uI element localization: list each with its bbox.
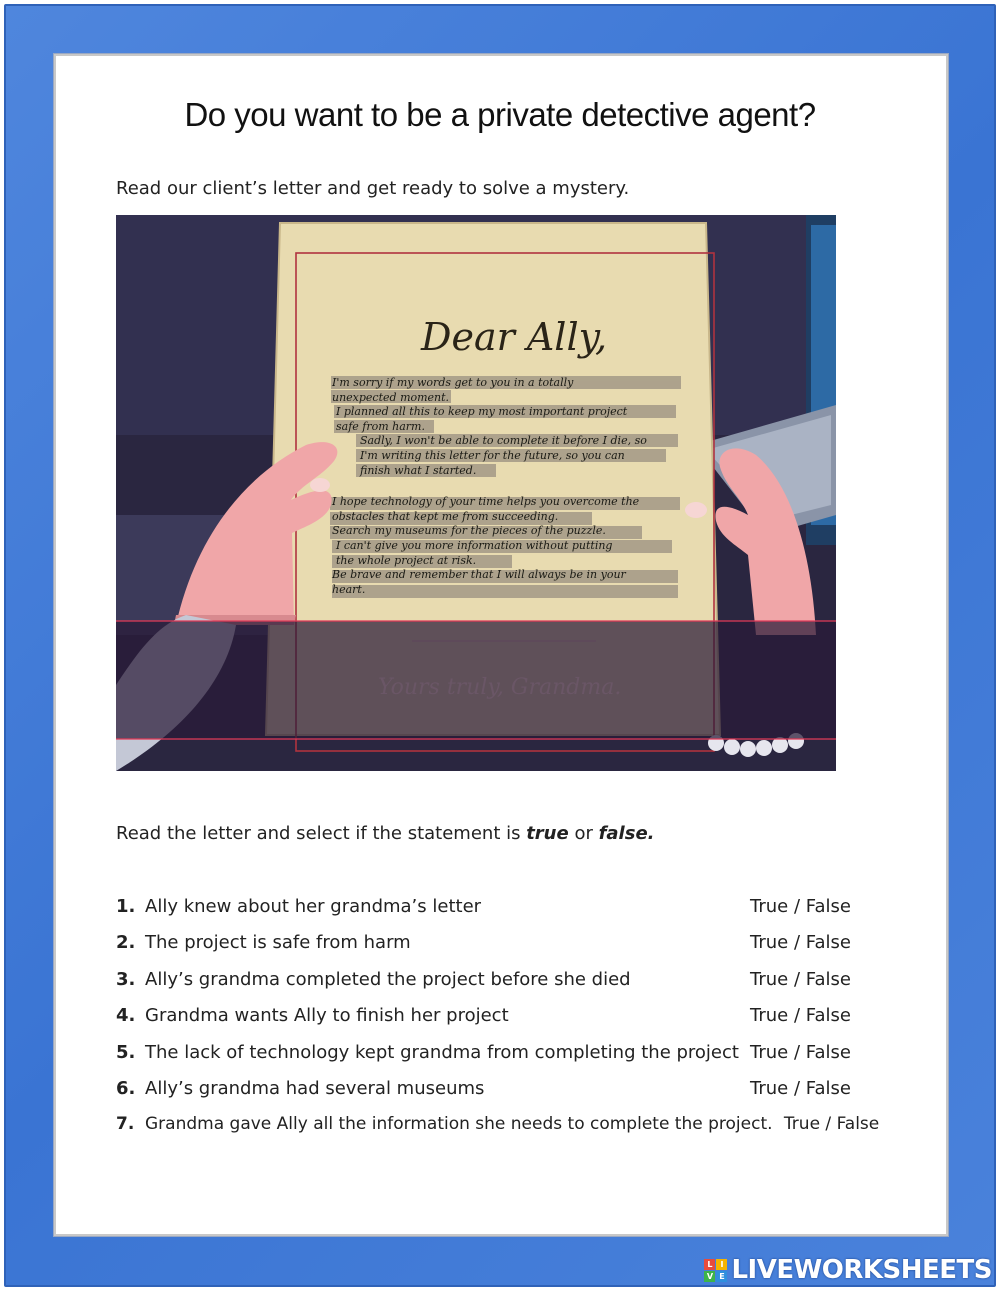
letter-line: safe from harm. [336, 419, 425, 433]
instruction-false-word: false. [598, 823, 655, 844]
true-false-selector[interactable]: True / False [750, 932, 851, 953]
statement-number: 1. [116, 896, 136, 917]
statement-text: Ally’s grandma completed the project before she died [145, 969, 631, 990]
letter-line: obstacles that kept me from succeeding. [332, 509, 559, 523]
statement-item [116, 896, 906, 922]
true-false-selector[interactable]: True / False [750, 969, 851, 990]
letter-line: I can't give you more information without putting [336, 538, 613, 552]
statement-text: Grandma gave Ally all the information she needs to complete the project. [145, 1114, 773, 1134]
statement-number: 7. [116, 1114, 135, 1134]
statement-number: 2. [116, 932, 136, 953]
statement-text: Grandma wants Ally to finish her project [145, 1005, 509, 1026]
statement-item [116, 1114, 906, 1140]
true-false-selector[interactable]: True / False [750, 1078, 851, 1099]
letter-line: I'm writing this letter for the future, so you can [360, 448, 625, 462]
instruction-true-word: true [526, 823, 569, 844]
letter-line: I hope technology of your time helps you overcome the [332, 495, 640, 509]
statement-item [116, 969, 906, 995]
statement-number: 4. [116, 1005, 136, 1026]
letter-line: I'm sorry if my words get to you in a totally [332, 376, 574, 389]
logo-letter: L [704, 1259, 715, 1270]
intro-text: Read our client’s letter and get ready to solve a mystery. [116, 178, 630, 199]
statement-number: 6. [116, 1078, 136, 1099]
worksheet-title: Do you want to be a private detective agent? [184, 96, 816, 133]
statement-item [116, 1042, 906, 1068]
true-false-selector[interactable]: True / False [750, 1005, 851, 1026]
letter-salutation: Dear Ally, [421, 315, 608, 359]
letter-line: finish what I started. [360, 463, 477, 477]
letter-line: unexpected moment. [332, 390, 450, 404]
letter-line: the whole project at risk. [336, 553, 477, 567]
statement-text: The lack of technology kept grandma from completing the project [145, 1042, 739, 1063]
statement-number: 3. [116, 969, 136, 990]
instruction-prefix: Read the letter and select if the statement is [116, 823, 527, 844]
true-false-selector[interactable]: True / False [783, 1114, 880, 1134]
letter-line: heart. [332, 582, 366, 596]
statement-text: Ally knew about her grandma’s letter [145, 896, 482, 917]
true-false-selector[interactable]: True / False [750, 1042, 851, 1063]
letter-body [332, 376, 692, 597]
statement-text: The project is safe from harm [145, 932, 411, 953]
statement-item [116, 1005, 906, 1031]
letter-line: Be brave and remember that I will always be in your [332, 568, 626, 582]
instruction-text [116, 823, 655, 844]
logo-text: LIVEWORKSHEETS [731, 1255, 992, 1285]
statement-item [116, 932, 906, 958]
letter-line: I planned all this to keep my most important project [336, 405, 628, 419]
letter-signoff: Yours truly, Grandma. [378, 675, 622, 700]
letter-illustration [116, 215, 836, 771]
letter-line: Search my museums for the pieces of the puzzle. [332, 524, 606, 538]
instruction-middle: or [568, 823, 599, 844]
logo-mark [704, 1259, 727, 1282]
statement-text: Ally’s grandma had several museums [145, 1078, 485, 1099]
statement-number: 5. [116, 1042, 136, 1063]
logo-letter: E [716, 1271, 727, 1282]
letter-line: Sadly, I won't be able to complete it before I die, so [360, 434, 647, 448]
statement-item [116, 1078, 906, 1104]
logo-letter: V [704, 1271, 715, 1282]
logo-letter: I [716, 1259, 727, 1270]
true-false-selector[interactable]: True / False [750, 896, 851, 917]
liveworksheets-logo [704, 1255, 992, 1285]
